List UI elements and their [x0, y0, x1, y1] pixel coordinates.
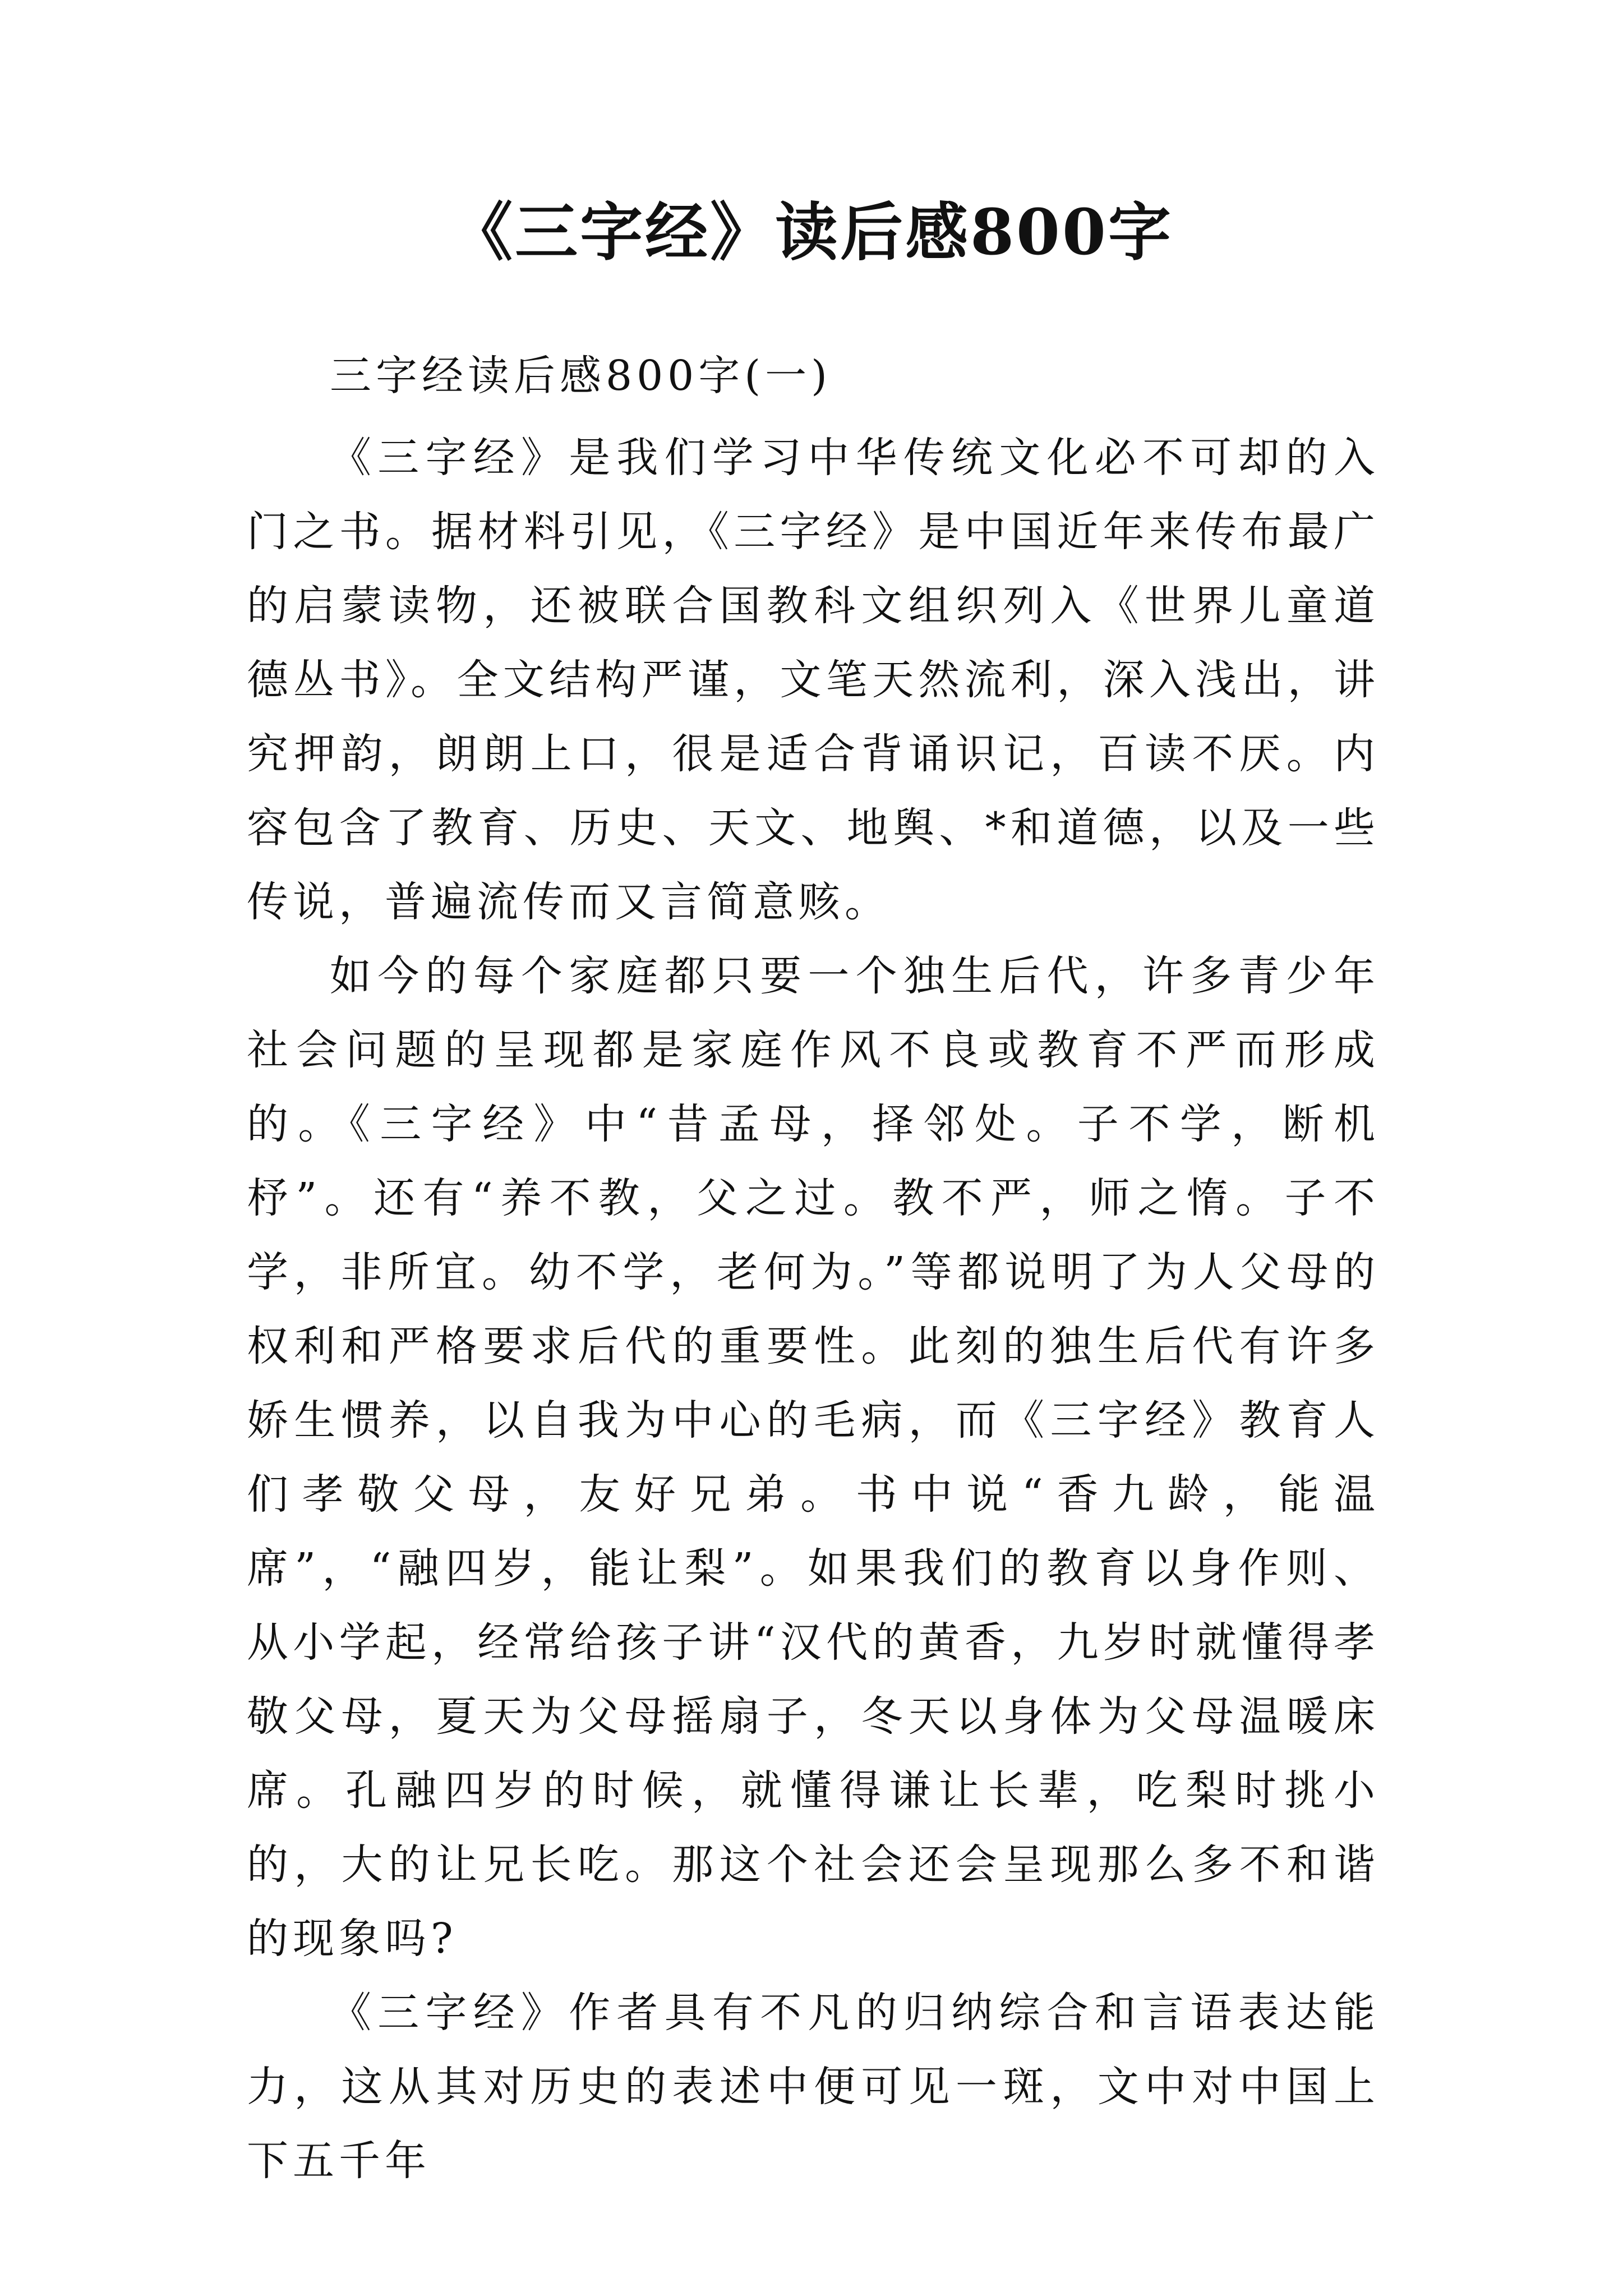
- paragraph-2: 如今的每个家庭都只要一个独生后代，许多青少年社会问题的呈现都是家庭作风不良或教育不严而形成的。《三字经》中“昔孟母，择邻处。子不学，断机杼”。还有“养不教，父之过。教不严，师之惰。子不学，非所宜。幼不学，老何为。”等都说明了为人父母的权利和严格要求后代的重要性。此刻的独生后代有许多娇生惯养，以自我为中心的毛病，而《三字经》教育人们孝敬父母，友好兄弟。书中说“香九龄，能温席”，“融四岁，能让梨”。如果我们的教育以身作则、从小学起，经常给孩子讲“汉代的黄香，九岁时就懂得孝敬父母，夏天为父母摇扇子，冬天以身体为父母温暖床席。孔融四岁的时候，就懂得谦让长辈，吃梨时挑小的，大的让兄长吃。那这个社会还会呈现那么多不和谐的现象吗?: [247, 952, 1380, 1963]
- section-heading: 三字经读后感800字(一): [330, 352, 832, 400]
- document-title: 《三字经》读后感800字: [450, 196, 1173, 269]
- paragraph-1: 《三字经》是我们学习中华传统文化必不可却的入门之书。据材料引见，《三字经》是中国近年来传布最广的启蒙读物，还被联合国教科文组织列入《世界儿童道德丛书》。全文结构严谨，文笔天然流利，深入浅出，讲究押韵，朗朗上口，很是适合背诵识记，百读不厌。内容包含了教育、历史、天文、地舆、*和道德，以及一些传说，普遍流传而又言简意赅。: [247, 434, 1380, 926]
- paragraph-3: 《三字经》作者具有不凡的归纳综合和言语表达能力，这从其对历史的表述中便可见一斑，文中对中国上下五千年: [247, 1989, 1380, 2185]
- document-body: [247, 331, 1380, 2198]
